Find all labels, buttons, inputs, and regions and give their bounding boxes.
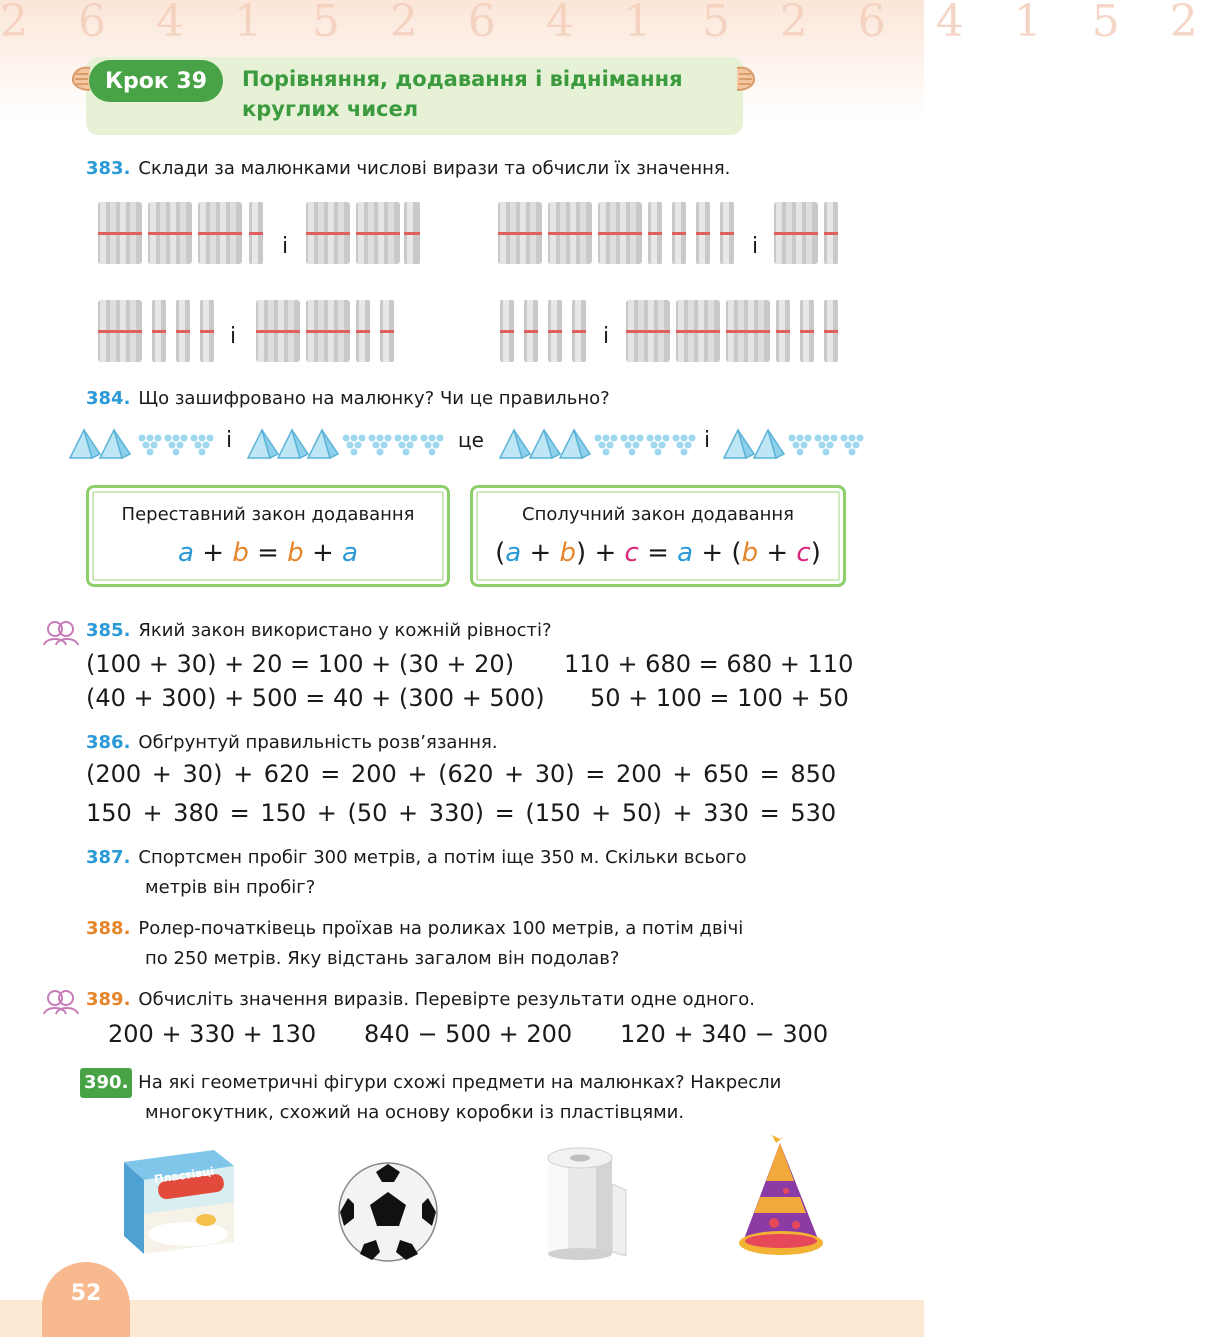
exercise-number: 384. xyxy=(86,388,131,409)
var-b: b xyxy=(232,538,249,568)
paren: ( xyxy=(495,538,506,568)
cereal-box-icon xyxy=(118,1142,238,1258)
bundle-of-tens-icon xyxy=(256,300,300,362)
single-stick-icon xyxy=(776,300,790,362)
bundle-of-tens-icon xyxy=(598,202,642,264)
exercise-number: 390. xyxy=(80,1068,132,1098)
single-stick-icon xyxy=(404,202,418,264)
bundle-of-tens-icon xyxy=(356,202,400,264)
bundle-of-tens-icon xyxy=(148,202,192,264)
exercise-number: 387. xyxy=(86,847,131,868)
pyramid-icon xyxy=(560,430,590,458)
bundle-of-tens-icon xyxy=(626,300,670,362)
exercise-number: 389. xyxy=(86,989,131,1010)
paren: ) xyxy=(810,538,821,568)
var-a: a xyxy=(677,538,694,568)
exercise-number: 388. xyxy=(86,918,131,939)
var-a: a xyxy=(342,538,358,568)
exercise-text: Що зашифровано на малюнку? Чи це правильно? xyxy=(138,388,610,409)
equation-line: (100 + 30) + 20 = 100 + (30 + 20) xyxy=(86,650,515,678)
single-stick-icon xyxy=(648,202,662,264)
single-stick-icon xyxy=(720,202,734,264)
ball-triangle-icon xyxy=(191,435,214,456)
bundle-of-tens-icon xyxy=(548,202,592,264)
var-b: b xyxy=(741,538,759,568)
law-title: Переставний закон додавання xyxy=(121,504,415,525)
bundle-of-tens-icon xyxy=(198,202,242,264)
plus-sign: + xyxy=(529,538,552,568)
exercise-text-continued: многокутник, схожий на основу коробки із пластівцями. xyxy=(145,1102,685,1123)
pair-work-icon xyxy=(42,989,80,1015)
exercise-390 xyxy=(80,1068,781,1098)
var-c: c xyxy=(624,538,639,568)
and-word: і xyxy=(282,234,289,259)
lesson-title: Порівняння, додавання і віднімання круглих чисел xyxy=(242,67,683,121)
law-formula xyxy=(89,538,447,568)
exercise-text-continued: метрів він пробіг? xyxy=(145,877,316,898)
pyramid-icon xyxy=(308,430,338,458)
pyramid-icon xyxy=(248,430,278,458)
exercise-number: 386. xyxy=(86,732,131,753)
ball-triangle-icon xyxy=(343,435,366,456)
bundle-of-tens-icon xyxy=(726,300,770,362)
equals-sign: = xyxy=(647,538,669,568)
exercise-text: Ролер-початківець проїхав на роликах 100 метрів, а потім двічі xyxy=(138,918,744,939)
ball-triangle-icon xyxy=(369,435,392,456)
paren: ) xyxy=(576,538,587,568)
single-stick-icon xyxy=(800,300,814,362)
plus-sign: + xyxy=(202,538,225,568)
pyramid-icon xyxy=(100,430,130,458)
exercise-text: Спортсмен пробіг 300 метрів, а потім іще 350 м. Скільки всього xyxy=(138,847,747,868)
ball-triangle-icon xyxy=(621,435,644,456)
single-stick-icon xyxy=(380,300,394,362)
ball-triangle-icon xyxy=(165,435,188,456)
and-word: і xyxy=(704,428,711,453)
page-footer-band xyxy=(0,1300,924,1337)
var-a: a xyxy=(505,538,522,568)
bundle-of-tens-icon xyxy=(98,300,142,362)
single-stick-icon xyxy=(672,202,686,264)
pyramid-icon xyxy=(724,430,754,458)
var-c: c xyxy=(796,538,811,568)
bundle-of-tens-icon xyxy=(676,300,720,362)
bundle-of-tens-icon xyxy=(774,202,818,264)
single-stick-icon xyxy=(548,300,562,362)
step-badge: Крок 39 xyxy=(89,60,223,102)
box-label: Пластівці xyxy=(153,1164,215,1187)
var-b: b xyxy=(287,538,304,568)
plus-sign: + xyxy=(594,538,617,568)
equation-line: (40 + 300) + 500 = 40 + (300 + 500) xyxy=(86,684,545,712)
equation-line: 150 + 380 = 150 + (50 + 330) = (150 + 50) + 330 = 530 xyxy=(86,799,837,827)
pyramid-icon xyxy=(278,430,308,458)
expression: 120 + 340 − 300 xyxy=(620,1020,829,1048)
and-word: і xyxy=(752,234,759,259)
plus-sign: + xyxy=(701,538,724,568)
exercise-text-continued: по 250 метрів. Яку відстань загалом він подолав? xyxy=(145,948,620,969)
single-stick-icon xyxy=(824,202,838,264)
ball-triangle-icon xyxy=(789,435,812,456)
exercise-text: Який закон використано у кожній рівності? xyxy=(138,620,552,641)
commutative-law-box xyxy=(86,485,450,587)
exercise-text: Склади за малюнками числові вирази та обчисли їх значення. xyxy=(138,158,731,179)
exercise-385 xyxy=(86,616,552,646)
ball-triangle-icon xyxy=(673,435,696,456)
single-stick-icon xyxy=(696,202,710,264)
bundle-of-tens-icon xyxy=(498,202,542,264)
ball-triangle-icon xyxy=(647,435,670,456)
pyramid-icon xyxy=(754,430,784,458)
page-number: 52 xyxy=(42,1262,130,1337)
single-stick-icon xyxy=(200,300,214,362)
equation-line: 50 + 100 = 100 + 50 xyxy=(590,684,849,712)
single-stick-icon xyxy=(176,300,190,362)
exercise-text: На які геометричні фігури схожі предмети на малюнках? Накресли xyxy=(138,1072,782,1093)
exercise-387 xyxy=(86,843,747,873)
exercise-384 xyxy=(86,384,610,414)
ball-triangle-icon xyxy=(841,435,864,456)
bundle-of-tens-icon xyxy=(98,202,142,264)
var-b: b xyxy=(559,538,577,568)
paper-roll-icon xyxy=(540,1144,632,1262)
bundle-of-tens-icon xyxy=(306,202,350,264)
and-word: і xyxy=(226,428,233,453)
bundle-of-tens-icon xyxy=(306,300,350,362)
exercise-number: 383. xyxy=(86,158,131,179)
exercise-number: 385. xyxy=(86,620,131,641)
single-stick-icon xyxy=(572,300,586,362)
single-stick-icon xyxy=(824,300,838,362)
is-word: це xyxy=(458,428,484,452)
pyramid-icon xyxy=(500,430,530,458)
exercise-text: Обґрунтуй правильність розв’язання. xyxy=(138,732,498,753)
equals-sign: = xyxy=(257,538,279,568)
single-stick-icon xyxy=(500,300,514,362)
party-hat-icon xyxy=(736,1135,826,1261)
pyramid-icon xyxy=(70,430,100,458)
equation-line: (200 + 30) + 620 = 200 + (620 + 30) = 200 + 650 = 850 xyxy=(86,760,837,788)
law-formula xyxy=(473,538,843,568)
exercise-text: Обчисліть значення виразів. Перевірте результати одне одного. xyxy=(138,989,755,1010)
exercise-386 xyxy=(86,728,498,758)
single-stick-icon xyxy=(524,300,538,362)
hand-icon xyxy=(735,64,757,94)
equation-line: 110 + 680 = 680 + 110 xyxy=(564,650,854,678)
var-a: a xyxy=(178,538,194,568)
exercise-383 xyxy=(86,154,730,184)
expression: 840 − 500 + 200 xyxy=(364,1020,573,1048)
plus-sign: + xyxy=(766,538,789,568)
expression: 200 + 330 + 130 xyxy=(108,1020,317,1048)
exercise-388 xyxy=(86,914,743,944)
ball-triangle-icon xyxy=(139,435,162,456)
ball-triangle-icon xyxy=(815,435,838,456)
and-word: і xyxy=(603,324,610,349)
pair-work-icon xyxy=(42,620,80,646)
and-word: і xyxy=(230,324,237,349)
associative-law-box xyxy=(470,485,846,587)
exercise-389 xyxy=(86,985,755,1015)
ball-triangle-icon xyxy=(595,435,618,456)
pyramid-icon xyxy=(530,430,560,458)
single-stick-icon xyxy=(249,202,263,264)
background-digits-decoration: 2 6 4 1 5 2 6 4 1 5 2 6 4 1 5 2 xyxy=(0,0,1216,47)
plus-sign: + xyxy=(311,538,334,568)
paren: ( xyxy=(731,538,742,568)
single-stick-icon xyxy=(356,300,370,362)
bundles-illustration xyxy=(98,196,858,376)
law-title: Сполучний закон додавання xyxy=(522,504,794,525)
single-stick-icon xyxy=(152,300,166,362)
ball-triangle-icon xyxy=(395,435,418,456)
ball-triangle-icon xyxy=(421,435,444,456)
soccer-ball-icon xyxy=(336,1160,440,1264)
